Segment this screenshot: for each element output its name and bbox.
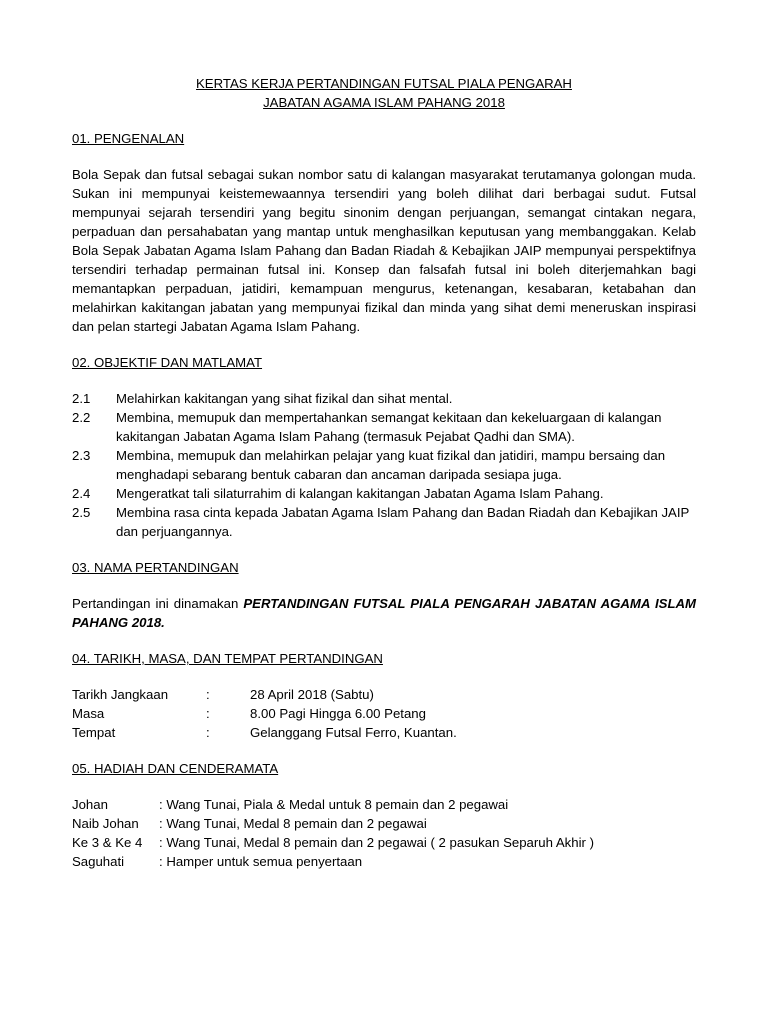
prize-label: Saguhati — [72, 854, 125, 869]
schedule-value: 8.00 Pagi Hingga 6.00 Petang — [250, 706, 426, 721]
schedule-value: 28 April 2018 (Sabtu) — [250, 687, 374, 702]
document-title-line-1: KERTAS KERJA PERTANDINGAN FUTSAL PIALA PENGARAH — [196, 76, 572, 91]
objective-number: 2.3 — [72, 448, 91, 463]
intro-paragraph: Bola Sepak dan futsal sebagai sukan nombor satu di kalangan masyarakat terutamanya golongan muda. Sukan ini mempunyai keistemewaannya tersendiri yang boleh dilihat dari berbagai sudut. Futsal mempunyai sejarah tersendiri yang begitu sinonim dengan perjuangan, semangat cintakan negara, perpaduan dan persahabatan yang mantap untuk menghasilkan keputusan yang membanggakan. Kelab Bola Sepak Jabatan Agama Islam Pahang dan Badan Riadah & Kebajikan JAIP mempunyai perspektifnya tersendiri terhadap permainan futsal ini. Konsep dan falsafah futsal ini boleh diterjemahkan bagi memantapkan perpaduan, jatidiri, kemampuan mengurus, ketenangan, kesabaran, ketabahan dan melahirkan kakitangan jabatan yang mempunyai fizikal dan minda yang sihat demi meneruskan inspirasi dan pelan startegi Jabatan Agama Islam Pahang. — [72, 167, 696, 334]
section-heading-objectives: 02. OBJEKTIF DAN MATLAMAT — [72, 355, 263, 370]
schedule-colon: : — [206, 725, 210, 740]
schedule-row — [72, 704, 696, 723]
objective-number: 2.4 — [72, 486, 91, 501]
prize-label: Naib Johan — [72, 816, 139, 831]
section-intro — [72, 129, 696, 336]
prize-row — [72, 814, 696, 833]
objective-text: Melahirkan kakitangan yang sihat fizikal dan sihat mental. — [116, 391, 453, 406]
section-schedule — [72, 649, 696, 742]
prize-value: : Wang Tunai, Piala & Medal untuk 8 pemain dan 2 pegawai — [159, 797, 509, 812]
objective-number: 2.1 — [72, 391, 91, 406]
schedule-label: Tarikh Jangkaan — [72, 687, 169, 702]
section-prizes — [72, 759, 696, 871]
schedule-value: Gelanggang Futsal Ferro, Kuantan. — [250, 725, 457, 740]
schedule-row — [72, 723, 696, 742]
section-competition-name — [72, 558, 696, 632]
objective-text: Membina rasa cinta kepada Jabatan Agama Islam Pahang dan Badan Riadah dan Kebajikan JAIP dan perjuangannya. — [116, 505, 690, 539]
schedule-colon: : — [206, 706, 210, 721]
objective-number: 2.2 — [72, 410, 91, 425]
section-objectives — [72, 353, 696, 541]
prize-label: Johan — [72, 797, 108, 812]
schedule-label: Tempat — [72, 725, 116, 740]
prize-value: : Wang Tunai, Medal 8 pemain dan 2 pegawai — [159, 816, 427, 831]
document-page — [72, 74, 696, 871]
schedule-row — [72, 685, 696, 704]
objective-item — [72, 408, 696, 446]
objective-item — [72, 446, 696, 484]
section-heading-prizes: 05. HADIAH DAN CENDERAMATA — [72, 761, 279, 776]
objective-item — [72, 389, 696, 408]
section-heading-schedule: 04. TARIKH, MASA, DAN TEMPAT PERTANDINGAN — [72, 651, 383, 666]
objective-text: Membina, memupuk dan melahirkan pelajar yang kuat fizikal dan jatidiri, mampu bersaing dan menghadapi sebarang bentuk cabaran dan ancaman daripada sesiapa juga. — [116, 448, 666, 482]
prize-label: Ke 3 & Ke 4 — [72, 835, 143, 850]
prize-value: : Wang Tunai, Medal 8 pemain dan 2 pegawai ( 2 pasukan Separuh Akhir ) — [159, 835, 594, 850]
competition-name-emphasis: PERTANDINGAN FUTSAL PIALA PENGARAH JABATAN AGAMA ISLAM PAHANG 2018. — [72, 596, 697, 630]
prize-row — [72, 833, 696, 852]
objective-number: 2.5 — [72, 505, 91, 520]
objective-text: Membina, memupuk dan mempertahankan semangat kekitaan dan kekeluargaan di kalangan kakitangan Jabatan Agama Islam Pahang (termasuk Pejabat Qadhi dan SMA). — [116, 410, 662, 444]
objective-item — [72, 484, 696, 503]
prize-value: : Hamper untuk semua penyertaan — [159, 854, 363, 869]
competition-name-prefix: Pertandingan ini dinamakan — [72, 596, 244, 611]
prize-row — [72, 852, 696, 871]
section-heading-intro: 01. PENGENALAN — [72, 131, 185, 146]
objective-text: Mengeratkat tali silaturrahim di kalangan kakitangan Jabatan Agama Islam Pahang. — [116, 486, 604, 501]
prize-row — [72, 795, 696, 814]
schedule-label: Masa — [72, 706, 105, 721]
document-title-line-2: JABATAN AGAMA ISLAM PAHANG 2018 — [263, 95, 505, 110]
section-heading-competition-name: 03. NAMA PERTANDINGAN — [72, 560, 239, 575]
schedule-colon: : — [206, 687, 210, 702]
competition-name-paragraph — [72, 594, 696, 632]
objective-item — [72, 503, 696, 541]
objectives-list — [72, 389, 696, 541]
